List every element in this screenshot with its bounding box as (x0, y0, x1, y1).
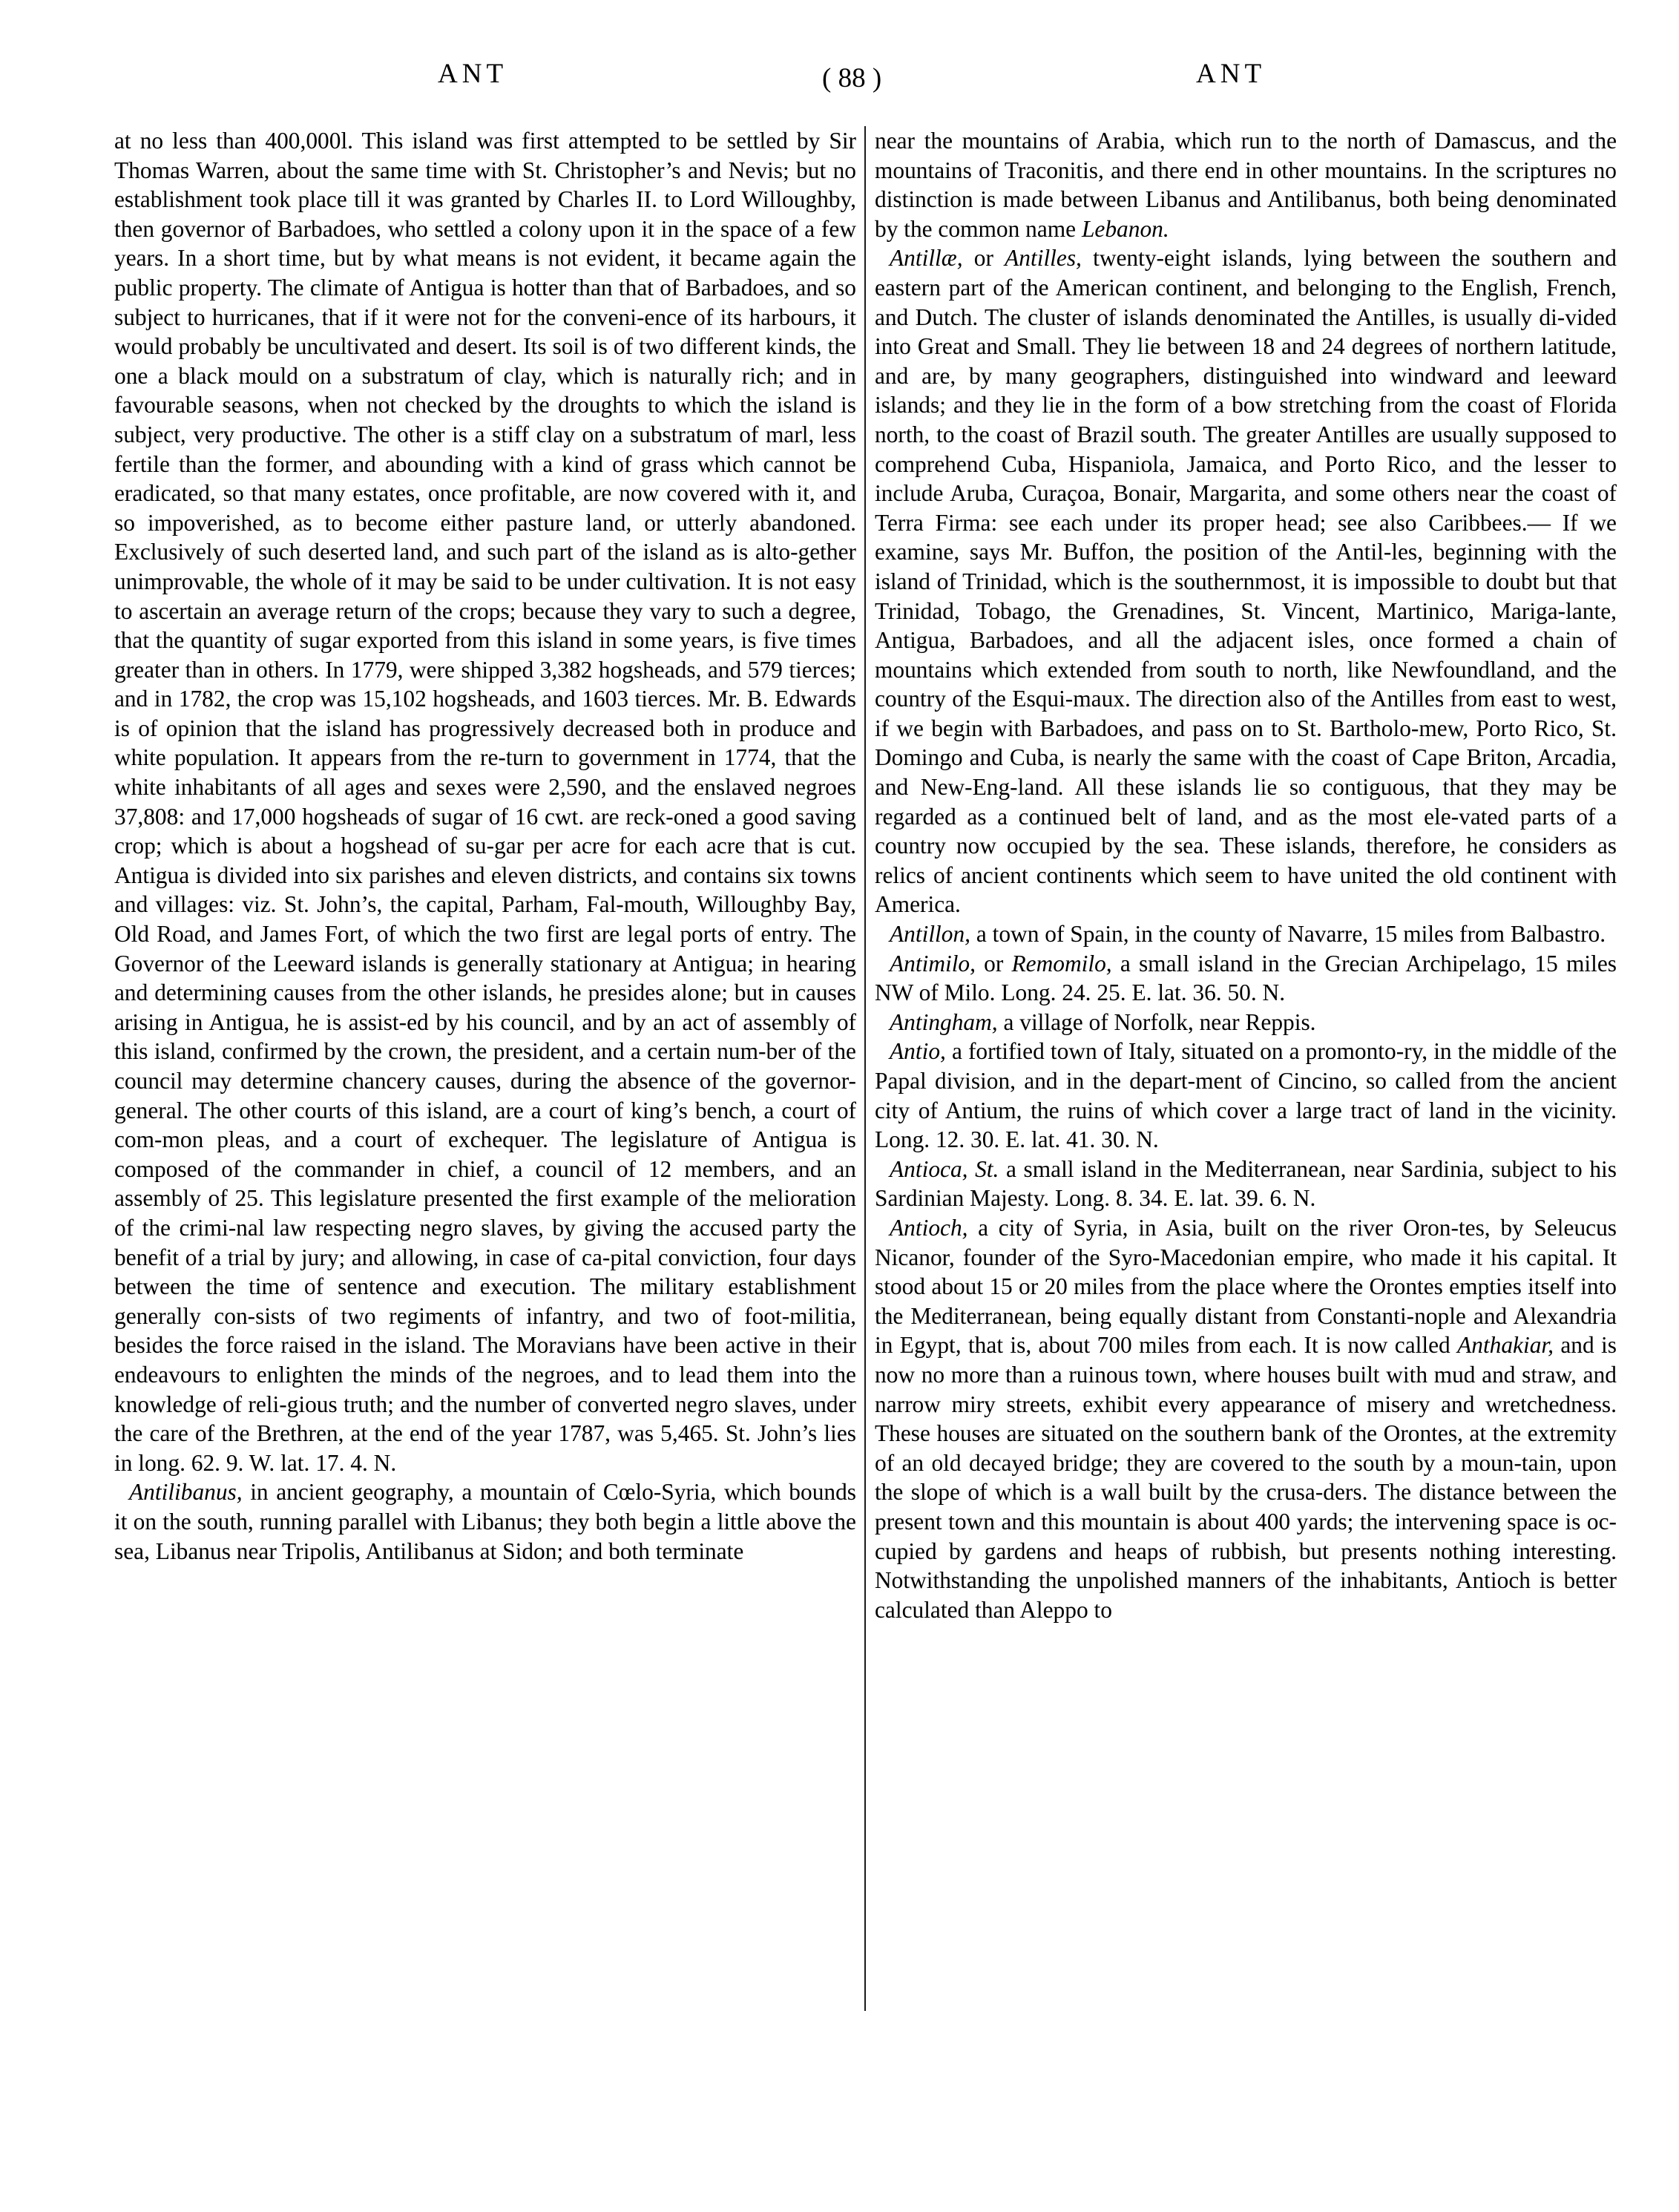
entry-antioca (875, 1155, 1617, 1213)
right-column (875, 126, 1617, 1624)
headword: Remomilo, (1011, 950, 1112, 977)
entry-text: a city of Syria, in Asia, built on the river Oron-tes, by Seleucus Nicanor, founder of the Syro-Macedonian empire, who made it his capital. It stood about 15 or 20 miles from the place where the Orontes empties itself into the Mediterranean, being equally distant from Constanti-nople and Alexandria in Egypt, that is, about 700 miles from each. It is now called (875, 1214, 1617, 1359)
italic-term: Anthakiar, (1457, 1332, 1554, 1359)
headword: Antilles, (1005, 245, 1082, 272)
entry-antimilo (875, 949, 1617, 1008)
header-right-catchword: ANT (1196, 59, 1266, 89)
headword: Antioca, St. (890, 1155, 999, 1182)
entry-text: or (962, 245, 1005, 272)
entry-text: a small island in the Grecian Archipelago, 15 miles NW of Milo. Long. 24. 25. E. lat. 36. 50. N. (875, 950, 1617, 1006)
header-left-catchword: ANT (438, 59, 508, 89)
entry-antioch (875, 1213, 1617, 1624)
entry-text: near the mountains of Arabia, which run to the north of Damascus, and the mountains of Traconitis, and there end in other mountains. In the scriptures no distinction is made between Libanus and Antilibanus, both being denominated by the common name (875, 128, 1617, 242)
entry-text: a fortified town of Italy, situated on a promonto-ry, in the middle of the Papal division, and in the depart-ment of Cincino, so called from the ancient city of Antium, the ruins of which cover a large tract of land in the vicinity. Long. 12. 30. E. lat. 41. 30. N. (875, 1038, 1617, 1153)
page-number: ( 88 ) (822, 63, 882, 93)
entry-text: twenty-eight islands, lying between the southern and eastern part of the American continent, and belonging to the English, French, and Dutch. The cluster of islands denominated the Antilles, is usually di-vided into Great and Small. They lie between 18 and 24 degrees of northern latitude, and are, by many geographers, distinguished into windward and leeward islands; and they lie in the form of a bow stretching from the coast of Florida north, to the coast of Brazil south. The greater Antilles are usually supposed to comprehend Cuba, Hispaniola, Jamaica, and Porto Rico, and the lesser to include Aruba, Curaçoa, Bonair, Margarita, and some others near the coast of Terra Firma: see each under its proper head; see also Caribbees.— If we examine, says Mr. Buffon, the position of the Antil-les, beginning with the island of Trinidad, which is the southernmost, it is impossible to doubt but that Trinidad, Tobago, the Grenadines, St. Vincent, Martinico, Mariga-lante, Antigua, Barbadoes, and all the adjacent isles, once formed a chain of mountains which extended from south to north, like Newfoundland, and the country of the Esqui-maux. The direction also of the Antilles from east to west, if we begin with Barbadoes, and pass on to St. Bartholo-mew, Porto Rico, St. Domingo and Cuba, is nearly the same with the coast of Cape Briton, Arcadia, and New-Eng-land. All these islands lie so contiguous, that they may be regarded as a continued belt of land, and as the most ele-vated parts of a country now occupied by the sea. These islands, therefore, he considers as relics of ancient continents which seem to have united the old continent with America. (875, 245, 1617, 918)
headword: Antioch, (890, 1214, 968, 1241)
headword: Antio, (890, 1038, 946, 1065)
entry-text: a town of Spain, in the county of Navarre, 15 miles from Balbastro. (970, 921, 1606, 948)
headword: Antillæ, (890, 245, 963, 272)
headword: Antingham, (890, 1008, 998, 1035)
entry-antilibanus (114, 1477, 856, 1566)
left-column (114, 126, 856, 1566)
headword: Antimilo, (890, 950, 976, 977)
entry-text: or (975, 950, 1012, 977)
italic-term: Lebanon. (1081, 215, 1169, 242)
entry-text: and is now no more than a ruinous town, where houses built with mud and straw, and narrow miry streets, exhibit every appearance of misery and wretchedness. These houses are situated on the southern bank of the Orontes, at the extremity of an old decayed bridge; they are covered to the south by a moun-tain, upon the slope of which is a wall built by the crusa-ders. The distance between the present town and this mountain is about 400 yards; the intervening space is oc-cupied by gardens and heaps of rubbish, but presents nothing interesting. Notwithstanding the unpolished manners of the inhabitants, Antioch is better calculated than Aleppo to (875, 1332, 1617, 1623)
headword: Antillon, (890, 921, 970, 948)
entry-antio (875, 1037, 1617, 1154)
entry-antingham (875, 1008, 1617, 1037)
entry-text: a small island in the Mediterranean, near Sardinia, subject to his Sardinian Majesty. Long. 8. 34. E. lat. 39. 6. N. (875, 1155, 1617, 1212)
entry-antilibanus-continued (875, 126, 1617, 243)
entry-antillae (875, 243, 1617, 919)
entry-text: a village of Norfolk, near Reppis. (997, 1008, 1316, 1035)
headword: Antilibanus, (129, 1479, 243, 1506)
entry-antillon (875, 919, 1617, 949)
entry-text: in ancient geography, a mountain of Cœlo-Syria, which bounds it on the south, running parallel with Libanus; they both begin a little above the sea, Libanus near Tripolis, Antilibanus at Sidon; and both terminate (114, 1479, 856, 1564)
running-header (0, 58, 1679, 102)
entry-antigua-continued: at no less than 400,000l. This island was first attempted to be settled by Sir Thomas Warren, about the same time with St. Christopher’s and Nevis; but no establishment took place till it was granted by Charles II. to Lord Willoughby, then governor of Barbadoes, who settled a colony upon it in the space of a few years. In a short time, but by what means is not evident, it became again the public property. The climate of Antigua is hotter than that of Barbadoes, and so subject to hurricanes, that if it were not for the conveni-ence of its harbours, it would probably be uncultivated and desert. Its soil is of two different kinds, the one a black mould on a substratum of clay, which is naturally rich; and in favourable seasons, when not checked by the droughts to which the island is subject, very productive. The other is a stiff clay on a substratum of marl, less fertile than the former, and abounding with a kind of grass which cannot be eradicated, so that many estates, once profitable, are now covered with it, and so impoverished, as to become either pasture land, or utterly abandoned. Exclusively of such deserted land, and such part of the island as is alto-gether unimprovable, the whole of it may be said to be under cultivation. It is not easy to ascertain an average return of the crops; because they vary to such a degree, that the quantity of sugar exported from this island in some years, is five times greater than in others. In 1779, were shipped 3,382 hogsheads, and 579 tierces; and in 1782, the crop was 15,102 hogsheads, and 1603 tierces. Mr. B. Edwards is of opinion that the island has progressively decreased both in produce and white population. It appears from the re-turn to government in 1774, that the white inhabitants of all ages and sexes were 2,590, and the enslaved negroes 37,808: and 17,000 hogsheads of sugar of 16 cwt. are reck-oned a good saving crop; which is about a hogshead of su-gar per acre for each acre that is cut. Antigua is divided into six parishes and eleven districts, and contains six towns and villages: viz. St. John’s, the capital, Parham, Fal-mouth, Willoughby Bay, Old Road, and James Fort, of which the two first are legal ports of entry. The Governor of the Leeward islands is generally stationary at Antigua; in hearing and determining causes from the other islands, he presides alone; but in causes arising in Antigua, he is assist-ed by his council, and by an act of assembly of this island, confirmed by the crown, the president, and a certain num-ber of the council may determine chancery causes, during the absence of the governor-general. The other courts of this island, are a court of king’s bench, a court of com-mon pleas, and a court of exchequer. The legislature of Antigua is composed of the commander in chief, a council of 12 members, and an assembly of 25. This legislature presented the first example of the melioration of the crimi-nal law respecting negro slaves, by giving the accused party the benefit of a trial by jury; and allowing, in case of ca-pital conviction, four days between the time of sentence and execution. The military establishment generally con-sists of two regiments of infantry, and two of foot-militia, besides the force raised in the island. The Moravians have been active in their endeavours to enlighten the minds of the negroes, and to lead them into the knowledge of reli-gious truth; and the number of converted negro slaves, under the care of the Brethren, at the end of the year 1787, was 5,465. St. John’s lies in long. 62. 9. W. lat. 17. 4. N. (114, 128, 856, 1476)
column-divider (864, 126, 866, 2011)
